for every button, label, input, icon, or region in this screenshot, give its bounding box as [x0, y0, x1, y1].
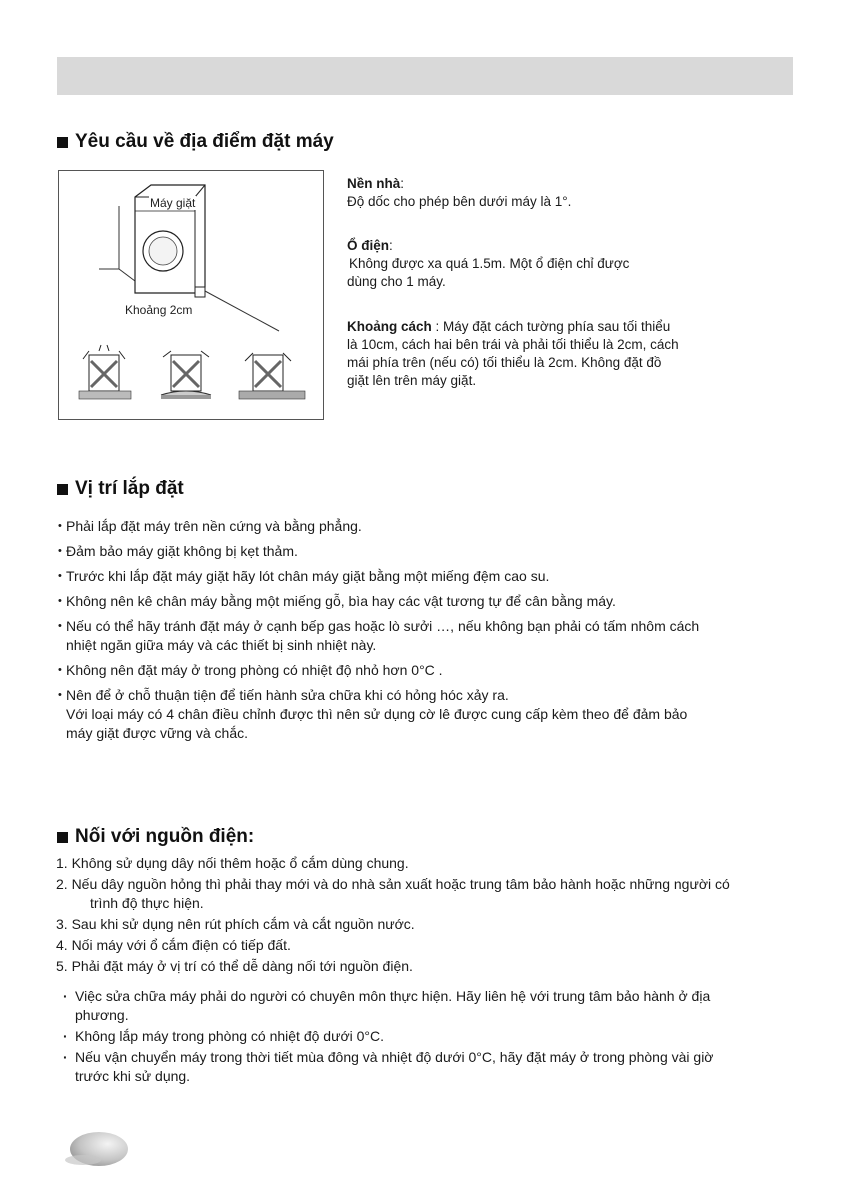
distance-text-1: : Máy đặt cách tường phía sau tối thiểu — [431, 319, 671, 334]
position-bullet-list — [58, 517, 798, 749]
floor-info — [347, 175, 737, 211]
distance-info — [347, 318, 737, 390]
list-item: • Không nên kê chân máy bằng một miếng gỗ, bìa hay các vật tương tự để cân bằng máy. — [58, 592, 798, 611]
distance-text-2: là 10cm, cách hai bên trái và phải tối thiểu là 2cm, cách — [347, 337, 679, 352]
list-item: 1. Không sử dụng dây nối thêm hoặc ổ cắm dùng chung. — [56, 855, 409, 871]
square-bullet-icon — [57, 484, 68, 495]
installation-figure — [58, 170, 324, 420]
section-title: Yêu cầu về địa điểm đặt máy — [75, 131, 334, 152]
list-item: · Không lắp máy trong phòng có nhiệt độ dưới 0°C. — [62, 1027, 802, 1046]
section-title: Nối với nguồn điện: — [75, 826, 255, 847]
figure-label-machine: Máy giặt — [150, 196, 196, 210]
socket-label: Ổ điện — [347, 238, 390, 253]
list-item: 2. Nếu dây nguồn hỏng thì phải thay mới và do nhà sản xuất hoặc trung tâm bảo hành hoặc những người có trình độ thực hiện. — [56, 876, 730, 911]
distance-label: Khoảng cách — [347, 319, 432, 334]
section-title: Vị trí lắp đặt — [75, 478, 184, 499]
floor-colon: : — [400, 176, 405, 191]
list-item: • Nên để ở chỗ thuận tiện để tiến hành sửa chữa khi có hỏng hóc xảy ra. Với loại máy có 4 chân điều chỉnh được thì nên sử dụng cờ lê được cung cấp kèm theo để đảm bảo máy giặt được vững và chắc. — [58, 686, 798, 743]
notes-list — [62, 987, 802, 1088]
list-item: • Phải lắp đặt máy trên nền cứng và bằng phẳng. — [58, 517, 798, 536]
list-item: • Nếu có thể hãy tránh đặt máy ở cạnh bếp gas hoặc lò sưởi …, nếu không bạn phải có tấm nhôm cách nhiệt ngăn giữa máy và các thiết bị sinh nhiệt này. — [58, 617, 798, 655]
distance-text-4: giặt lên trên máy giặt. — [347, 373, 477, 388]
power-steps-list — [56, 854, 801, 978]
figure-label-gap: Khoảng 2cm — [125, 303, 193, 317]
list-item: • Trước khi lắp đặt máy giặt hãy lót chân máy giặt bằng một miếng đệm cao su. — [58, 567, 798, 586]
section-heading-power — [57, 826, 254, 848]
section-heading-site — [57, 131, 334, 153]
square-bullet-icon — [57, 137, 68, 148]
socket-colon: : — [389, 238, 393, 253]
socket-info — [347, 237, 737, 291]
socket-text-2: dùng cho 1 máy. — [347, 274, 446, 289]
list-item: 3. Sau khi sử dụng nên rút phích cắm và cắt nguồn nước. — [56, 916, 415, 932]
list-item: 5. Phải đặt máy ở vị trí có thể dễ dàng nối tới nguồn điện. — [56, 958, 413, 974]
floor-label: Nền nhà — [347, 176, 401, 191]
list-item: · Nếu vận chuyển máy trong thời tiết mùa đông và nhiệt độ dưới 0°C, hãy đặt máy ở trong phòng vài giờ trước khi sử dụng. — [62, 1048, 802, 1086]
square-bullet-icon — [57, 832, 68, 843]
distance-text-3: mái phía trên (nếu có) tối thiểu là 2cm. Không đặt đồ — [347, 355, 662, 370]
page-number-oval — [63, 1130, 129, 1168]
header-bar — [57, 57, 793, 95]
list-item: 4. Nối máy với ổ cắm điện có tiếp đất. — [56, 937, 291, 953]
socket-text-1: Không được xa quá 1.5m. Một ổ điện chỉ được — [349, 256, 630, 271]
section-heading-position — [57, 478, 184, 500]
list-item: • Đảm bảo máy giặt không bị kẹt thảm. — [58, 542, 798, 561]
list-item: • Không nên đặt máy ở trong phòng có nhiệt độ nhỏ hơn 0°C . — [58, 661, 798, 680]
floor-text: Độ dốc cho phép bên dưới máy là 1°. — [347, 194, 572, 209]
list-item: · Việc sửa chữa máy phải do người có chuyên môn thực hiện. Hãy liên hệ với trung tâm bảo hành ở địa phương. — [62, 987, 802, 1025]
